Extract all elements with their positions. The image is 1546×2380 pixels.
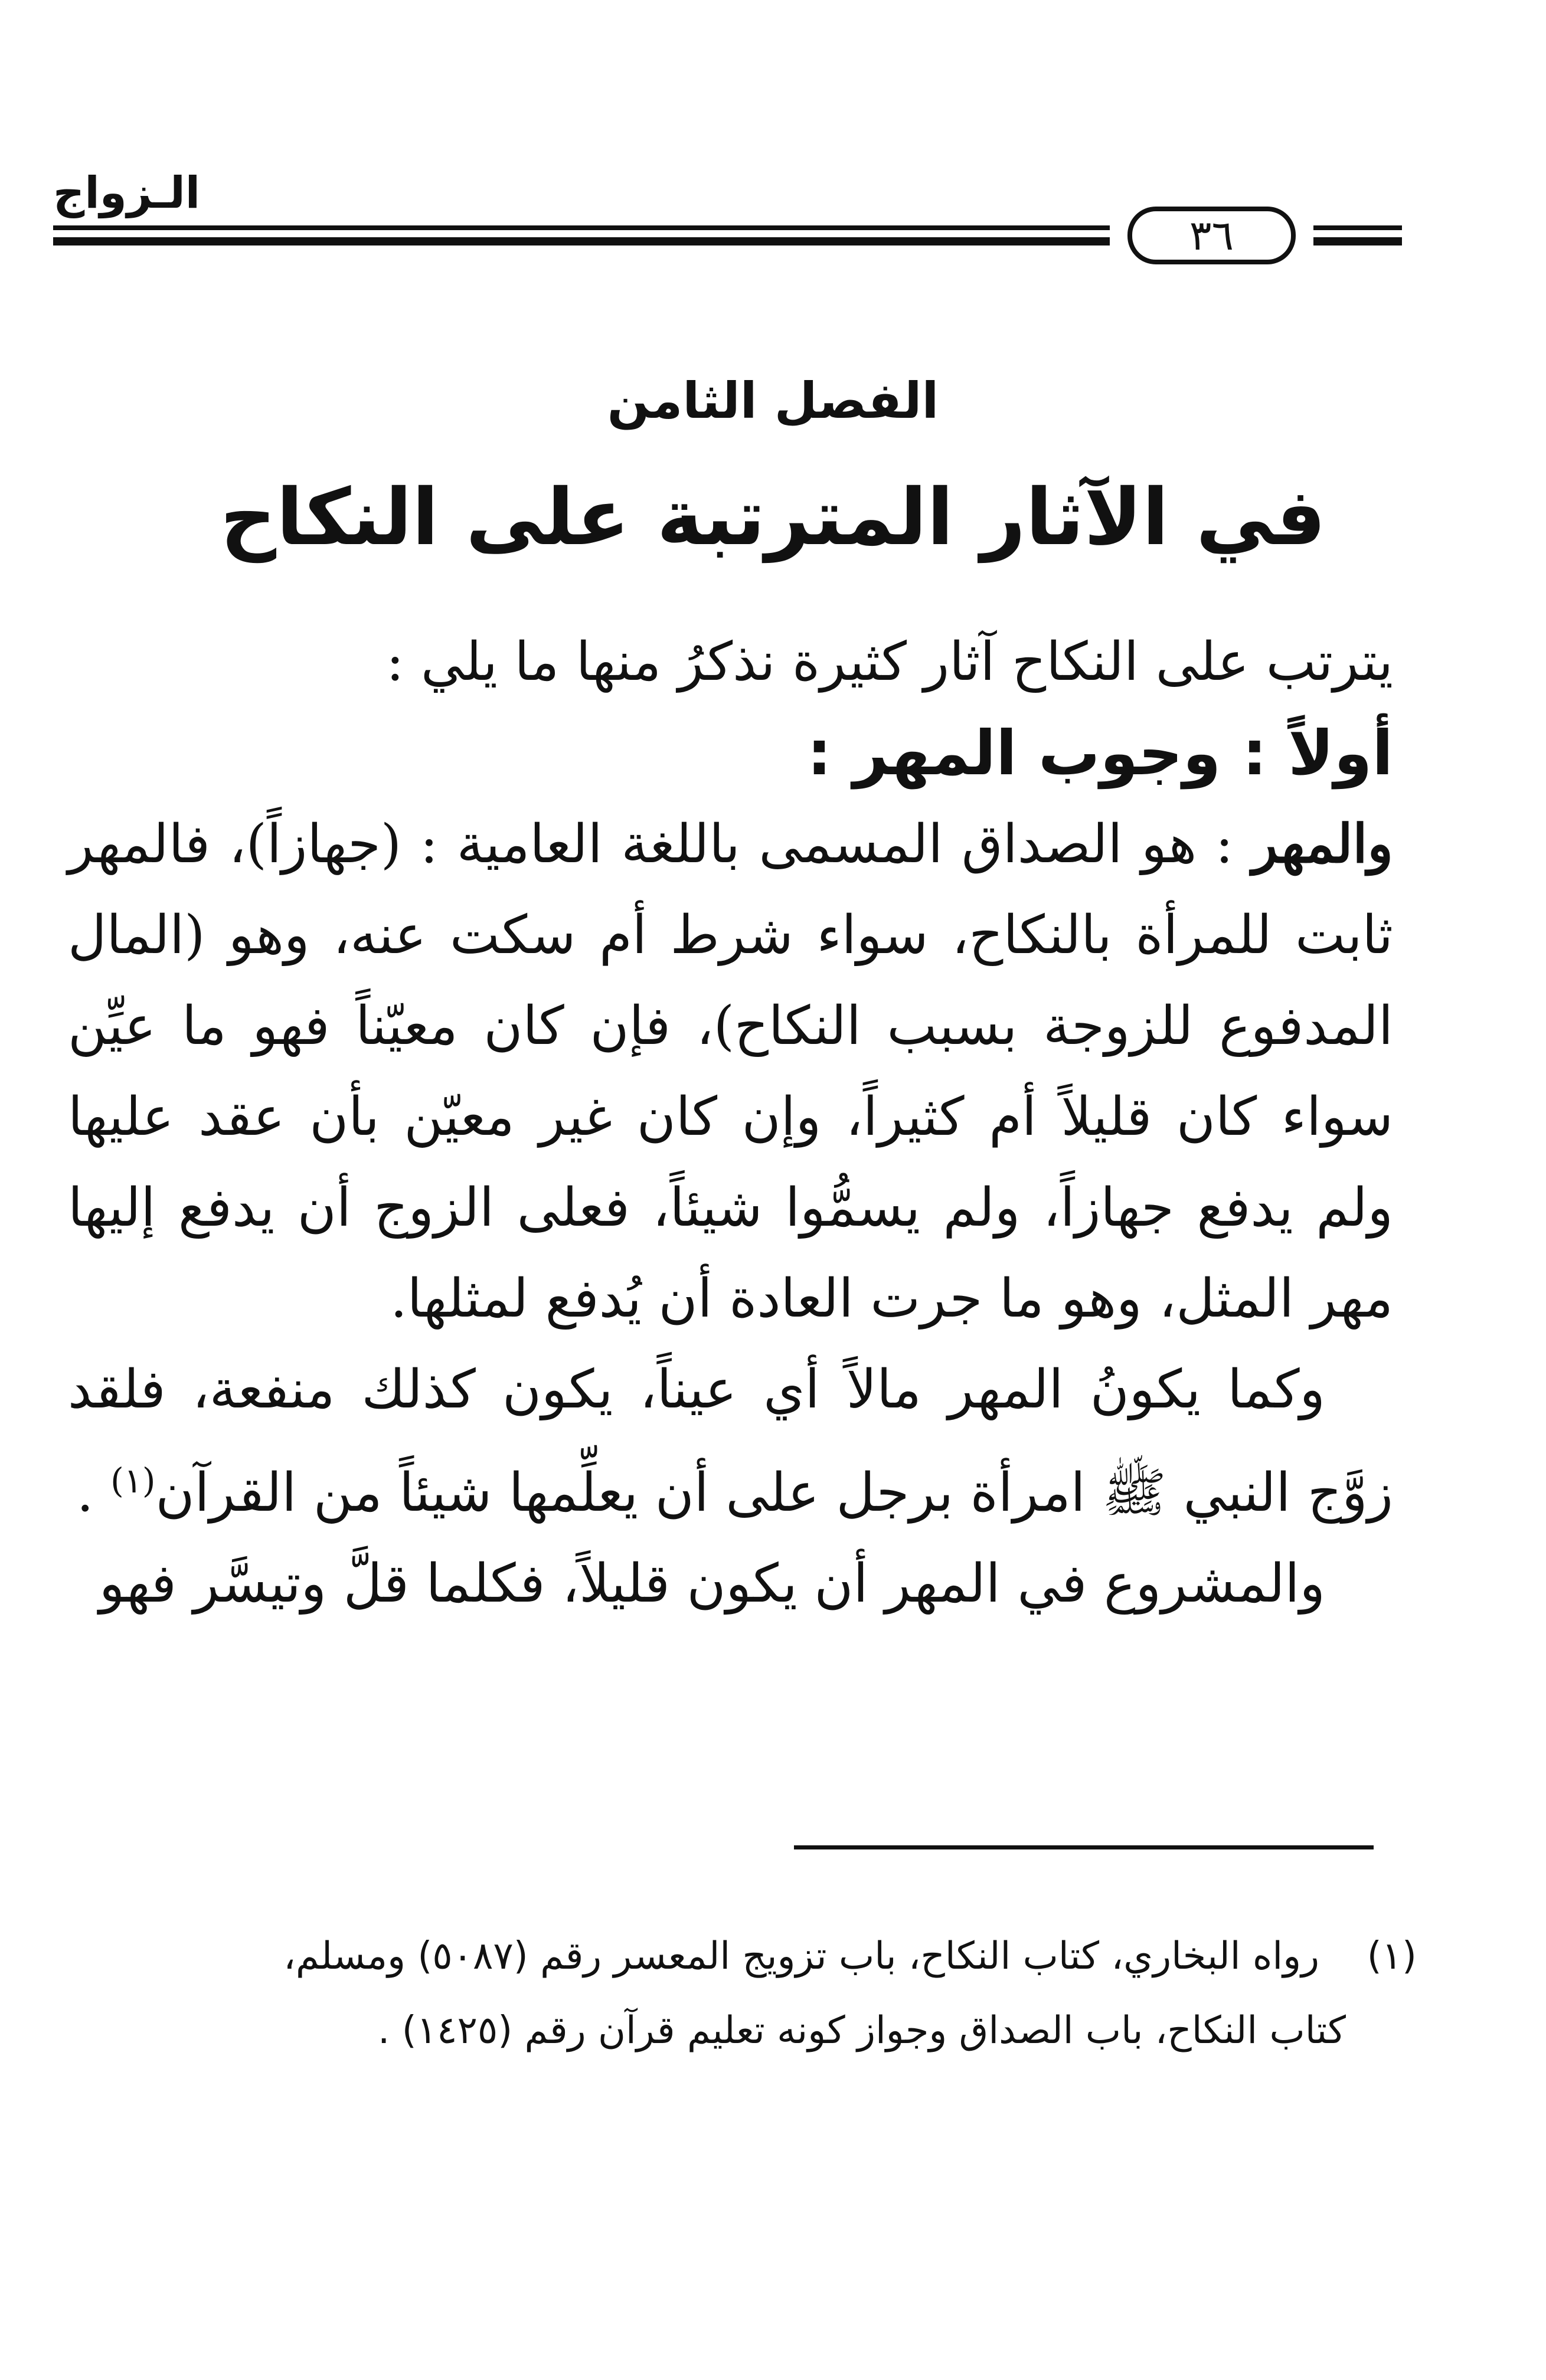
footnote-text: رواه البخاري، كتاب النكاح، باب تزويج المعسر رقم (٥٠٨٧) ومسلم، [283,1934,1319,1978]
mahr-benefit-paragraph [68,1344,1393,1538]
mahr-definition-paragraph [68,798,1393,1344]
footnote-separator [794,1845,1374,1849]
header-rule-right [1313,225,1402,248]
footnote-line: كتاب النكاح، باب الصداق وجواز كونه تعليم قرآن رقم (١٤٢٥) . [378,2009,1346,2052]
main-text [68,617,1393,1629]
paragraph-end: . [76,1462,111,1524]
running-title: الـزواج [53,168,201,218]
footnote-line [68,1919,1417,1993]
footnote-reference: (١) [110,1461,156,1501]
paragraph-text: وكما يكونُ المهر مالاً أي عيناً، يكون كذلك منفعة، فلقد زوَّج النبي ﷺ امرأة برجل على أن يعلِّمها شيئاً من القرآن [68,1358,1393,1524]
rule-line-thin [53,225,1110,230]
paragraph-lead-word: والمهر [1251,813,1393,875]
chapter-label: الفصل الثامن [607,372,939,430]
section-heading: أولاً : وجوب المهر : [807,717,1393,789]
intro-paragraph: يترتب على النكاح آثار كثيرة نذكرُ منها ما يلي : [386,631,1393,693]
chapter-title: في الآثار المترتبة على النكاح [220,472,1326,563]
footnotes [68,1919,1417,2068]
page-number: ٣٦ [1189,211,1234,260]
rule-line-thick [1313,237,1402,245]
rule-line-thin [1313,225,1402,230]
rule-line-thick [53,237,1110,245]
paragraph-text: : هو الصداق المسمى باللغة العامية : (جهازاً)، فالمهر ثابت للمرأة بالنكاح، سواء شرط أم سكت عنه، وهو (المال المدفوع للزوجة بسبب النكاح)، فإن كان معيّناً فهو ما عيِّن سواء كان قليلاً أم كثيراً، وإن كان غير معيّن بأن عقد عليها ولم يدفع جهازاً، ولم يسمُّوا شيئاً، فعلى الزوج أن يدفع إليها مهر المثل، وهو ما جرت العادة أن يُدفع لمثلها. [68,813,1393,1330]
mahr-recommendation-paragraph: والمشروع في المهر أن يكون قليلاً، فكلما قلَّ وتيسَّر فهو [99,1553,1325,1615]
header-rule-left [53,225,1110,248]
footnote-marker: (١) [1367,1934,1417,1978]
page-number-badge [1127,207,1296,264]
